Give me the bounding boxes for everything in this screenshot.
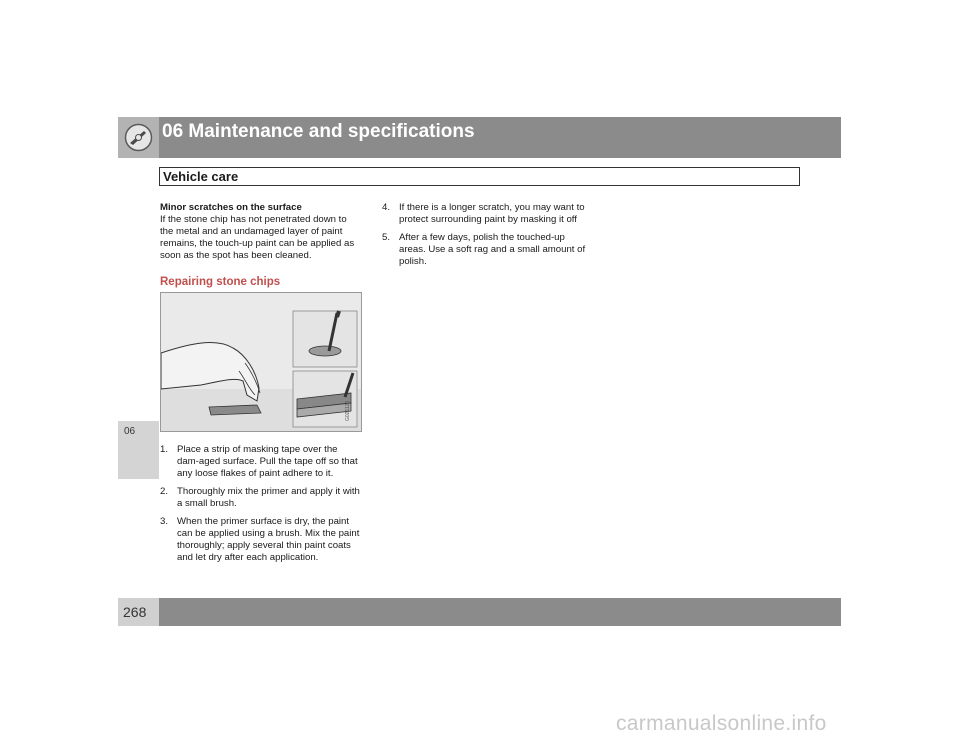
figure-code: G021123 — [345, 400, 351, 421]
list-item: 3. When the primer surface is dry, the paint can be applied using a brush. Mix the paint thoroughly; apply several thin paint coats and let dry after each application. — [160, 516, 360, 563]
steps-list-left — [160, 444, 360, 564]
page-number: 268 — [123, 604, 147, 620]
list-item: 5. After a few days, polish the touched-up areas. Use a soft rag and a small amount of polish. — [382, 232, 586, 267]
list-item: 2. Thoroughly mix the primer and apply it with a small brush. — [160, 486, 360, 509]
minor-scratches-heading: Minor scratches on the surface — [160, 202, 302, 213]
section-bar — [159, 167, 800, 186]
stone-chip-illustration — [160, 292, 362, 432]
steps-list-right — [382, 202, 592, 268]
minor-scratches-text: If the stone chip has not penetrated down to the metal and an undamaged layer of paint remains, the touch-up paint can be applied as soon as the spot has been cleaned. — [160, 214, 355, 261]
footer-band — [159, 598, 841, 626]
side-chapter-tab — [118, 421, 159, 479]
chapter-icon-box — [118, 117, 159, 158]
list-item: 4. If there is a longer scratch, you may want to protect surrounding paint by masking it off — [382, 202, 585, 225]
steering-wheel-icon — [124, 123, 153, 152]
left-column — [160, 202, 360, 570]
watermark: carmanualsonline.info — [616, 712, 827, 735]
list-item: 1. Place a strip of masking tape over the dam-aged surface. Pull the tape off so that any loose flakes of paint adhere to it. — [160, 444, 358, 479]
page-number-box — [118, 598, 159, 626]
section-title: Vehicle care — [163, 169, 239, 184]
illustration-drawing — [161, 293, 361, 431]
chapter-title: 06 Maintenance and specifications — [162, 121, 475, 142]
right-column — [382, 202, 592, 274]
side-tab-label: 06 — [124, 426, 136, 437]
repairing-stone-chips-heading: Repairing stone chips — [160, 276, 281, 288]
